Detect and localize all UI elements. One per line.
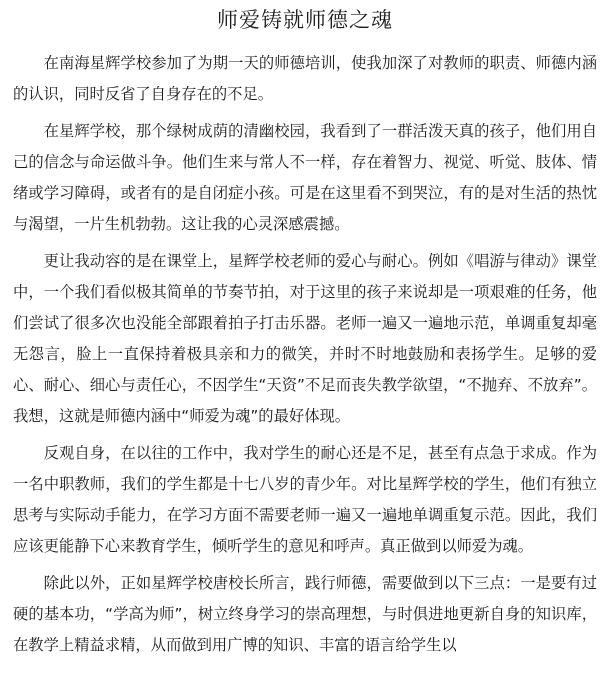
document-title: 师爱铸就师德之魂 (217, 8, 393, 32)
paragraph-4: 反观自身，在以往的工作中，我对学生的耐心还是不足，甚至有点急于求成。作为一名中职教师，我们的学生都是十七八岁的青少年。对比星辉学校的学生，他们有独立思考与实际动手能力，在学习方面不需要老师一遍又一遍地单调重复示范。因此，我们应该更能静下心来教育学生，倾听学生的意见和呼声。真正做到以师爱为魂。 (13, 444, 597, 555)
paragraph-3: 更让我动容的是在课堂上，星辉学校老师的爱心与耐心。例如《唱游与律动》课堂中，一个我们看似极其简单的节奏节拍，对于这里的孩子来说却是一项艰难的任务，他们尝试了很多次也没能全部跟着拍子打击乐器。老师一遍又一遍地示范，单调重复却毫无怨言，脸上一直保持着极具亲和力的微笑，并时不时地鼓励和表扬学生。足够的爱心、耐心、细心与责任心，不因学生“天资”不足而丧失教学欲望，“不抛弃、不放弃”。我想，这就是师德内涵中“师爱为魂”的最好体现。 (13, 252, 597, 425)
paragraph-5: 除此以外，正如星辉学校唐校长所言，践行师德，需要做到以下三点：一是要有过硬的基本功，“学高为师”，树立终身学习的崇高理想，与时俱进地更新自身的知识库，在教学上精益求精，从而做到用广博的知识、丰富的语言给学生以 (13, 574, 597, 654)
paragraph-1: 在南海星辉学校参加了为期一天的师德培训，使我加深了对教师的职责、师德内涵的认识，同时反省了自身存在的不足。 (13, 54, 597, 103)
paragraph-2: 在星辉学校，那个绿树成荫的清幽校园，我看到了一群活泼天真的孩子，他们用自己的信念与命运做斗争。他们生来与常人不一样，存在着智力、视觉、听觉、肢体、情绪或学习障碍，或者有的是自闭症小孩。可是在这里看不到哭泣，有的是对生活的热忱与渴望，一片生机勃勃。这让我的心灵深感震撼。 (13, 122, 597, 233)
